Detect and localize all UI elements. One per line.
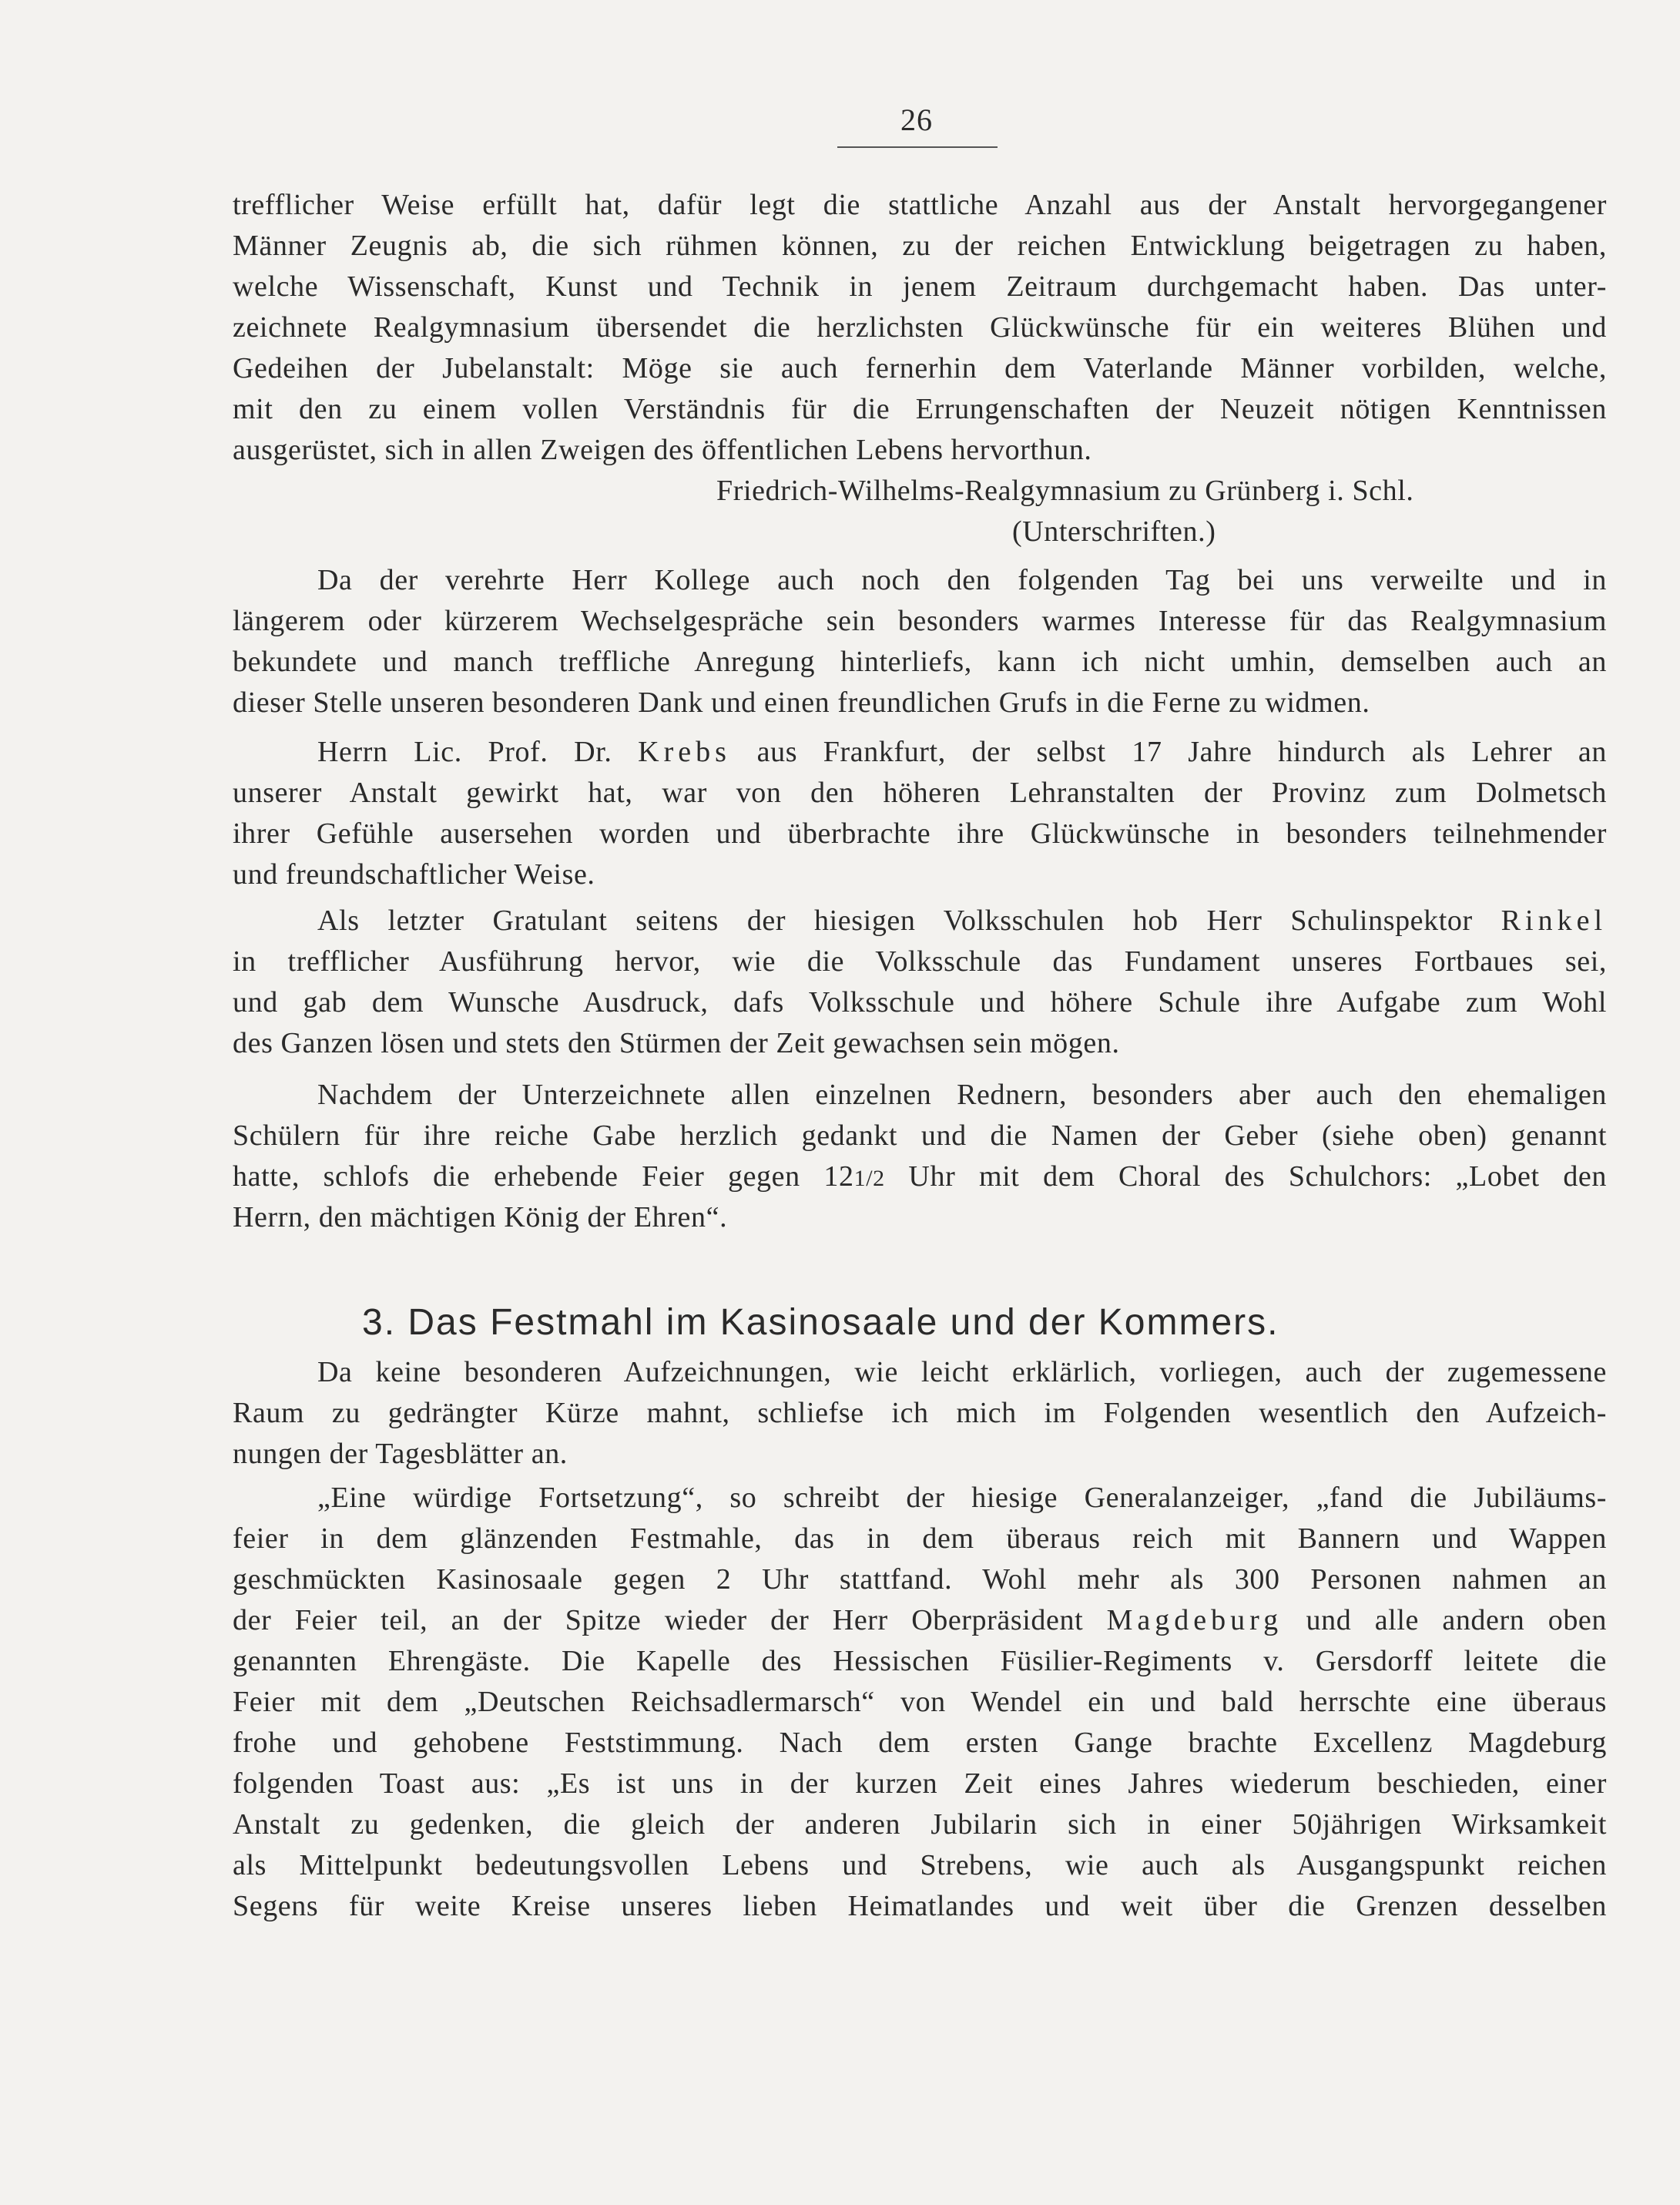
text-line: Anstalt zu gedenken, die gleich der anderen Jubilarin sich in einer 50jährigen Wirksamkeit xyxy=(233,1808,1607,1841)
text-line: Feier mit dem „Deutschen Reichsadlermarsch“ von Wendel ein und bald herrschte eine überaus xyxy=(233,1686,1607,1718)
text-line: Männer Zeugnis ab, die sich rühmen können, zu der reichen Entwicklung beigetragen zu haben, xyxy=(233,230,1607,262)
paragraph-rinkel xyxy=(233,901,1607,1064)
text-line xyxy=(233,732,1607,773)
text-line: und freundschaftlicher Weise. xyxy=(233,858,595,891)
text-line: welche Wissenschaft, Kunst und Technik in jenem Zeitraum durchgemacht haben. Das unter- xyxy=(233,270,1607,303)
text-line: frohe und gehobene Feststimmung. Nach dem ersten Gange brachte Excellenz Magdeburg xyxy=(233,1727,1607,1759)
text-line: Gedeihen der Jubelanstalt: Möge sie auch fernerhin dem Vaterlande Männer vorbilden, welche, xyxy=(233,352,1607,384)
text-line: unserer Anstalt gewirkt hat, war von den höheren Lehranstalten der Provinz zum Dolmetsch xyxy=(233,777,1607,809)
text-line xyxy=(233,1600,1607,1641)
signature-note: (Unterschriften.) xyxy=(1012,515,1216,548)
person-name: Magdeburg xyxy=(1106,1604,1283,1636)
paragraph-festmahl xyxy=(233,1478,1607,1927)
paragraph-closing xyxy=(233,1075,1607,1238)
text-line: geschmückten Kasinosaale gegen 2 Uhr stattfand. Wohl mehr als 300 Personen nahmen an xyxy=(233,1563,1607,1596)
person-name: Rinkel xyxy=(1501,904,1607,937)
text-line: ausgerüstet, sich in allen Zweigen des öffentlichen Lebens hervorthun. xyxy=(233,434,1092,466)
text-line: Da der verehrte Herr Kollege auch noch den folgenden Tag bei uns verweilte und in xyxy=(317,564,1607,596)
text-segment: Herrn Lic. Prof. Dr. xyxy=(317,736,612,768)
text-line: genannten Ehrengäste. Die Kapelle des Hessischen Füsilier-Regiments v. Gersdorff leitete die xyxy=(233,1645,1607,1677)
fraction: 1/2 xyxy=(853,1166,885,1191)
text-line: folgenden Toast aus: „Es ist uns in der kurzen Zeit eines Jahres wiederum beschieden, einer xyxy=(233,1767,1607,1800)
text-line: Raum zu gedrängter Kürze mahnt, schliefse ich mich im Folgenden wesentlich den Aufzeich- xyxy=(233,1397,1607,1429)
text-line: feier in dem glänzenden Festmahle, das in dem überaus reich mit Bannern und Wappen xyxy=(233,1522,1607,1555)
text-segment: hatte, schlofs die erhebende Feier gegen 12 xyxy=(233,1160,854,1193)
text-segment: aus Frankfurt, der selbst 17 Jahre hindurch als Lehrer an xyxy=(756,736,1607,768)
text-line: Schülern für ihre reiche Gabe herzlich gedankt und die Namen der Geber (siehe oben) genannt xyxy=(233,1119,1607,1152)
text-line: dieser Stelle unseren besonderen Dank und einen freundlichen Grufs in die Ferne zu widmen. xyxy=(233,686,1370,719)
text-line: bekundete und manch treffliche Anregung hinterliefs, kann ich nicht umhin, demselben auch an xyxy=(233,646,1607,678)
text-line: und gab dem Wunsche Ausdruck, dafs Volksschule und höhere Schule ihre Aufgabe zum Wohl xyxy=(233,986,1607,1019)
text-line: Segens für weite Kreise unseres lieben Heimatlandes und weit über die Grenzen desselben xyxy=(233,1890,1607,1922)
text-line: Herrn, den mächtigen König der Ehren“. xyxy=(233,1201,728,1233)
text-line xyxy=(233,901,1607,941)
text-line: mit den zu einem vollen Verständnis für die Errungenschaften der Neuzeit nötigen Kenntnissen xyxy=(233,393,1607,425)
text-line: Da keine besonderen Aufzeichnungen, wie leicht erklärlich, vorliegen, auch der zugemessene xyxy=(317,1356,1607,1388)
text-line: Nachdem der Unterzeichnete allen einzelnen Rednern, besonders aber auch den ehemaligen xyxy=(317,1079,1607,1111)
header-rule xyxy=(837,146,998,148)
text-segment: Als letzter Gratulant seitens der hiesigen Volksschulen hob Herr Schulinspektor xyxy=(317,904,1473,937)
text-line xyxy=(233,1156,1607,1197)
text-line: zeichnete Realgymnasium übersendet die herzlichsten Glückwünsche für ein weiteres Blühen und xyxy=(233,311,1607,344)
person-name: Krebs xyxy=(638,736,731,768)
text-segment: Uhr mit dem Choral des Schulchors: „Lobet den xyxy=(884,1160,1607,1193)
text-line: „Eine würdige Fortsetzung“, so schreibt der hiesige Generalanzeiger, „fand die Jubiläums- xyxy=(317,1482,1607,1514)
text-line: trefflicher Weise erfüllt hat, dafür legt die stattliche Anzahl aus der Anstalt hervorgegangener xyxy=(233,189,1607,221)
signature-line: Friedrich-Wilhelms-Realgymnasium zu Grünberg i. Schl. xyxy=(716,475,1414,507)
text-line: als Mittelpunkt bedeutungsvollen Lebens und Strebens, wie auch als Ausgangspunkt reichen xyxy=(233,1849,1607,1881)
page-number: 26 xyxy=(900,102,933,137)
text-line: ihrer Gefühle ausersehen worden und überbrachte ihre Glückwünsche in besonders teilnehmender xyxy=(233,817,1607,850)
text-line: in trefflicher Ausführung hervor, wie die Volksschule das Fundament unseres Fortbaues sei, xyxy=(233,945,1607,978)
paragraph-krebs xyxy=(233,732,1607,895)
section-heading: 3. Das Festmahl im Kasinosaale und der Kommers. xyxy=(362,1302,1279,1343)
text-segment: und alle andern oben xyxy=(1306,1604,1607,1636)
text-segment: der Feier teil, an der Spitze wieder der Herr Oberpräsident xyxy=(233,1604,1084,1636)
text-line: längerem oder kürzerem Wechselgespräche sein besonders warmes Interesse für das Realgymnasium xyxy=(233,605,1607,637)
text-line: nungen der Tagesblätter an. xyxy=(233,1438,568,1470)
paragraph-intro xyxy=(233,1352,1607,1475)
letter-paragraph xyxy=(233,185,1607,552)
text-line: des Ganzen lösen und stets den Stürmen der Zeit gewachsen sein mögen. xyxy=(233,1027,1120,1059)
paragraph-colleague xyxy=(233,560,1607,723)
